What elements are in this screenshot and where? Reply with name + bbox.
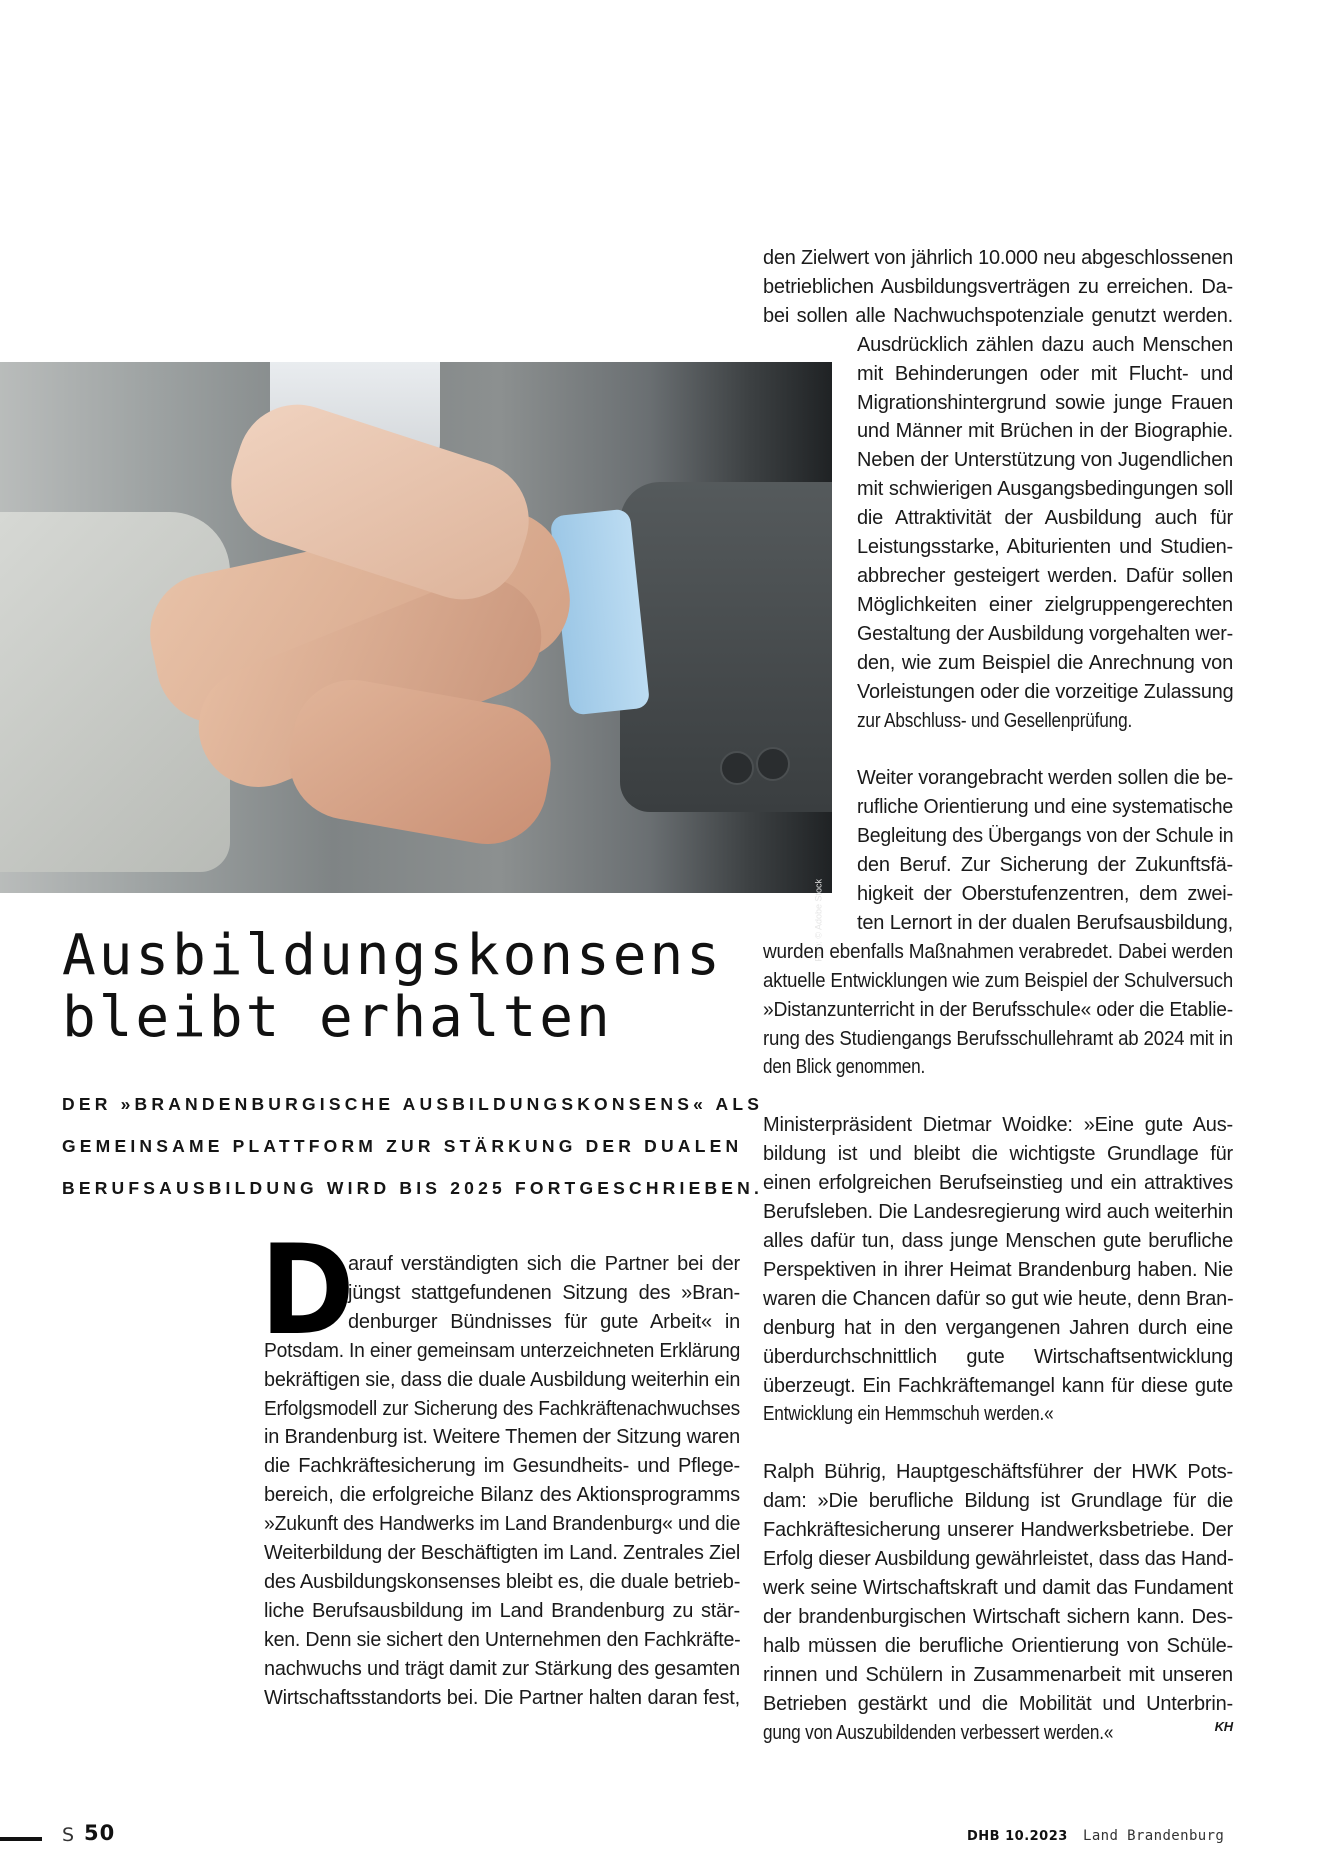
text-line: zur Abschluss- und Gesellenprüfung. <box>857 709 1133 732</box>
footer-rule <box>0 1837 42 1841</box>
text-line: und Männer mit Brüchen in der Biographie. <box>857 420 1233 443</box>
text-line: überzeugt. Ein Fachkräftemangel kann für diese gute <box>763 1374 1233 1397</box>
text-line: Neben der Unterstützung von Jugendlichen <box>857 449 1233 472</box>
text-line: mit schwierigen Ausgangsbedingungen soll <box>857 478 1233 501</box>
text-line: Perspektiven in ihrer Heimat Brandenburg haben. Nie <box>763 1258 1233 1281</box>
text-line: Erfolgsmodell zur Sicherung des Fachkräftenachwuchses <box>264 1397 740 1420</box>
text-line: jüngst stattgefundenen Sitzung des »Bran- <box>348 1281 740 1304</box>
text-line: Migrationshintergrund sowie junge Frauen <box>857 391 1233 414</box>
text-line: halb müssen die berufliche Orientierung von Schüle- <box>763 1634 1233 1657</box>
left-text-column <box>264 1250 740 1713</box>
text-line: waren die Chancen dafür so gut wie heute, denn Bran- <box>763 1287 1234 1310</box>
deck-line: GEMEINSAME PLATTFORM ZUR STÄRKUNG DER DUALEN <box>62 1136 743 1156</box>
text-line: denburger Bündnisses für gute Arbeit« in <box>348 1310 740 1333</box>
text-line: bereich, die erfolgreiche Bilanz des Aktionsprogramms <box>264 1484 740 1507</box>
section-label: Land Brandenburg <box>1083 1828 1225 1844</box>
text-line: Ralph Bührig, Hauptgeschäftsführer der HWK Pots- <box>763 1461 1233 1484</box>
text-line: Betrieben gestärkt und die Mobilität und Unterbrin- <box>763 1692 1233 1715</box>
text-line: des Ausbildungskonsenses bleibt es, die duale betrieb- <box>264 1570 741 1593</box>
text-line: »Zukunft des Handwerks im Land Brandenburg« und die <box>264 1513 741 1536</box>
text-line: Gestaltung der Ausbildung vorgehalten wer- <box>857 622 1233 645</box>
drop-cap: D <box>260 1219 355 1363</box>
paragraph-3 <box>763 1111 1233 1429</box>
text-line: Möglichkeiten einer zielgruppengerechten <box>857 593 1233 616</box>
text-line: werk seine Wirtschaftskraft und damit das Fundament <box>763 1576 1233 1599</box>
text-line: Weiter vorangebracht werden sollen die be- <box>857 767 1234 790</box>
article-deck <box>62 1083 762 1209</box>
text-line: gung von Auszubildenden verbessert werden.« <box>763 1721 1114 1744</box>
text-line: den Blick genommen. <box>763 1056 926 1079</box>
text-line: alles dafür tun, dass junge Menschen gute berufliche <box>763 1230 1233 1252</box>
deck-line: DER »BRANDENBURGISCHE AUSBILDUNGSKONSENS« ALS <box>62 1094 764 1114</box>
title-line: Ausbildungskonsens <box>62 923 723 988</box>
text-line: Ausdrücklich zählen dazu auch Menschen <box>857 333 1233 356</box>
text-line: Weiterbildung der Beschäftigten im Land. Zentrales Ziel <box>264 1542 741 1565</box>
photo-credit: Foto: © Adobe Stock <box>814 879 824 962</box>
text-line: betrieblichen Ausbildungsverträgen zu erreichen. Da- <box>763 275 1233 298</box>
text-line: den Zielwert von jährlich 10.000 neu abgeschlossenen <box>763 247 1234 269</box>
page-number: 50 <box>84 1821 116 1845</box>
text-line: bei sollen alle Nachwuchspotenziale genutzt werden. <box>763 304 1233 327</box>
text-line: bekräftigen sie, dass die duale Ausbildung weiterhin ein <box>264 1368 741 1391</box>
text-line: Potsdam. In einer gemeinsam unterzeichneten Erklärung <box>264 1339 741 1362</box>
text-line: abbrecher gesteigert werden. Dafür sollen <box>857 564 1233 587</box>
text-line: den Beruf. Zur Sicherung der Zukunftsfä- <box>857 854 1233 877</box>
text-line: »Distanzunterricht in der Berufsschule« oder die Etablie- <box>763 998 1233 1021</box>
text-line: bildung ist und bleibt die wichtigste Grundlage für <box>763 1143 1233 1166</box>
text-line: mit Behinderungen oder mit Flucht- und <box>857 362 1233 385</box>
text-line: Berufsleben. Die Landesregierung wird auch weiterhin <box>763 1201 1233 1224</box>
title-line: bleibt erhalten <box>62 985 613 1050</box>
text-line: rufliche Orientierung und eine systematische <box>857 796 1233 819</box>
text-line: überdurchschnittlich gute Wirtschaftsentwicklung <box>763 1345 1233 1368</box>
button-shape <box>720 751 754 785</box>
photo-hand-shape <box>280 670 560 853</box>
text-line: aktuelle Entwicklungen wie zum Beispiel der Schulversuch <box>763 969 1233 992</box>
text-line: dam: »Die berufliche Bildung ist Grundlage für die <box>763 1490 1233 1513</box>
text-line: ken. Denn sie sichert den Unternehmen den Fachkräfte- <box>264 1628 741 1651</box>
paragraph-1 <box>763 244 1233 735</box>
text-line: in Brandenburg ist. Weitere Themen der Sitzung waren <box>264 1426 740 1449</box>
text-line: der brandenburgischen Wirtschaft sichern kann. Des- <box>763 1605 1233 1628</box>
text-line: die Fachkräftesicherung im Gesundheits- und Pflege- <box>264 1455 740 1478</box>
text-line: die Attraktivität der Ausbildung auch für <box>857 507 1233 530</box>
text-line: arauf verständigten sich die Partner bei der <box>348 1253 740 1275</box>
text-line: nachwuchs und trägt damit zur Stärkung des gesamten <box>264 1657 740 1680</box>
text-line: Wirtschaftsstandorts bei. Die Partner halten daran fest, <box>264 1686 740 1709</box>
text-line: einen erfolgreichen Berufseinstieg und ein attraktives <box>763 1172 1233 1195</box>
paragraph-4 <box>763 1458 1233 1747</box>
text-line: ten Lernort in der dualen Berufsausbildung, <box>857 911 1233 934</box>
page-prefix: S <box>62 1824 75 1846</box>
deck-line: BERUFSAUSBILDUNG WIRD BIS 2025 FORTGESCHRIEBEN. <box>62 1178 764 1198</box>
text-line: rung des Studiengangs Berufsschullehramt ab 2024 mit in <box>763 1027 1233 1050</box>
right-text-column <box>763 244 1233 1747</box>
text-line: higkeit der Oberstufenzentren, dem zwei- <box>857 883 1233 906</box>
text-line: Leistungsstarke, Abiturienten und Studien- <box>857 536 1233 559</box>
text-line: denburg hat in den vergangenen Jahren durch eine <box>763 1316 1233 1339</box>
article-title <box>62 925 723 1049</box>
text-line: Entwicklung ein Hemmschuh werden.« <box>763 1403 1054 1426</box>
text-line: Ministerpräsident Dietmar Woidke: »Eine gute Aus- <box>763 1114 1233 1137</box>
paragraph-2 <box>763 764 1233 1082</box>
text-line: Begleitung des Übergangs von der Schule in <box>857 825 1234 848</box>
text-line: Fachkräftesicherung unserer Handwerksbetriebe. Der <box>763 1519 1233 1542</box>
issue-label: DHB 10.2023 <box>967 1829 1068 1844</box>
text-line: Vorleistungen oder die vorzeitige Zulassung <box>857 680 1234 703</box>
text-line: wurden ebenfalls Maßnahmen verabredet. Dabei werden <box>763 940 1233 963</box>
text-line: rinnen und Schülern in Zusammenarbeit mit unseren <box>763 1663 1233 1686</box>
text-line: Erfolg dieser Ausbildung gewährleistet, dass das Hand- <box>763 1548 1234 1571</box>
text-line: den, wie zum Beispiel die Anrechnung von <box>857 651 1233 674</box>
text-line: liche Berufsausbildung im Land Brandenburg zu stär- <box>264 1599 740 1622</box>
author-initials: KH <box>1214 1718 1233 1734</box>
